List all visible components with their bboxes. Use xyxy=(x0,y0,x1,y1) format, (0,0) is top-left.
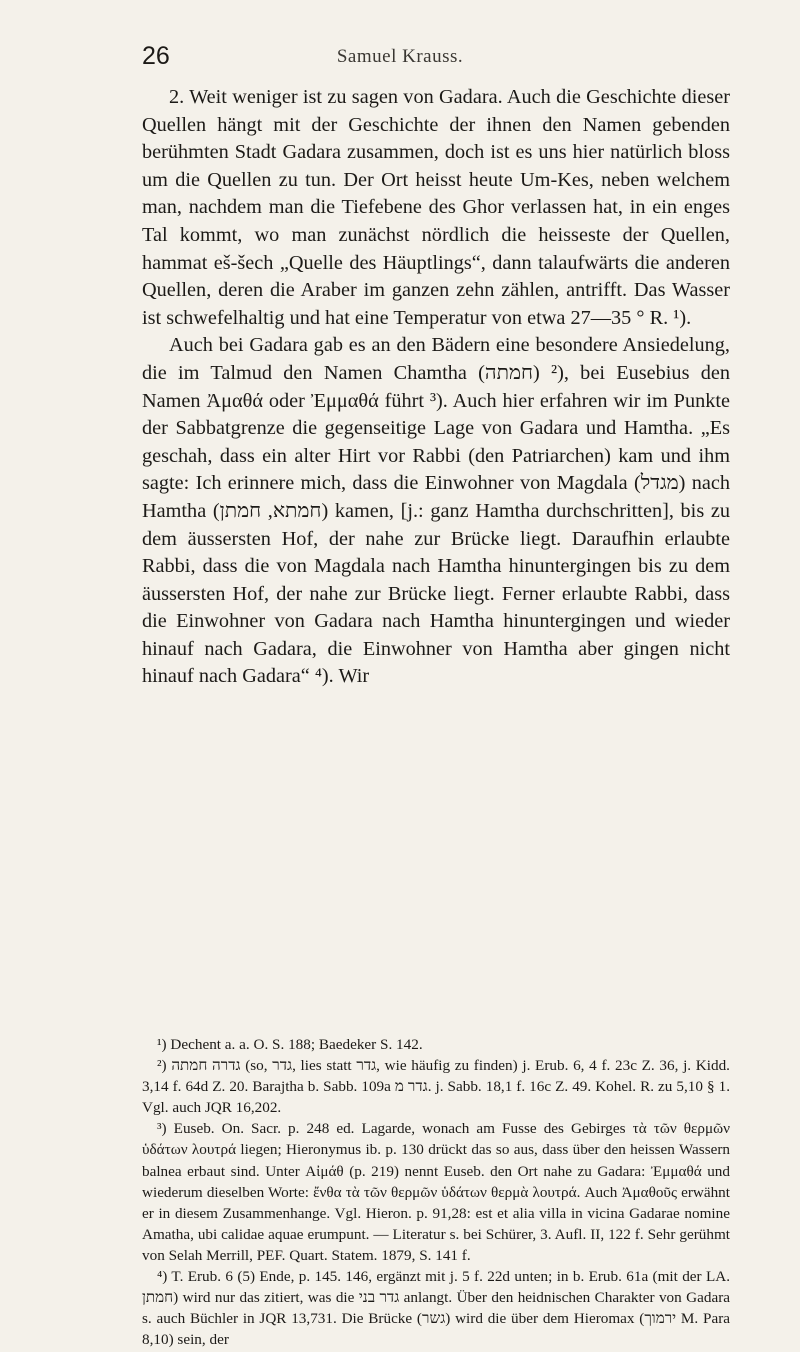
paragraph-hamtha: Auch bei Gadara gab es an den Bädern eine besondere Ansiedelung, die im Talmud den Namen Chamtha (חמתה) ²), bei Eusebius den Namen Ἀμαθά oder Ἐμμαθά führt ³). Auch hier erfahren wir im Punkte der Sabbatgrenze die gegenseitige Lage von Gadara und Hamtha. „Es geschah, dass ein alter Hirt vor Rabbi (den Patriarchen) kam und ihm sagte: Ich erinnere mich, dass die Einwohner von Magdala (מגדל) nach Hamtha (חמתא, חמתן) kamen, [j.: ganz Hamtha durchschritten], bis zu dem äussersten Hof, der nahe zur Brücke liegt. Daraufhin erlaubte Rabbi, dass die von Magdala nach Hamtha hinuntergingen bis zu dem äussersten Hof, der nahe zur Brücke liegt. Ferner erlaubte Rabbi, dass die Einwohner von Gadara nach Hamtha hinuntergingen und wieder hinauf nach Gadara, die Einwohner von Hamtha aber gingen nicht hinauf nach Gadara“ ⁴). Wir xyxy=(142,334,731,688)
running-head: Samuel Krauss. xyxy=(336,46,464,67)
page-number: 26 xyxy=(142,42,170,70)
footnote-1: ¹) Dechent a. a. O. S. 188; Baedeker S. 142. xyxy=(157,1036,423,1053)
main-text xyxy=(142,84,730,691)
paragraph-gadara-intro: 2. Weit weniger ist zu sagen von Gadara. Auch die Geschichte dieser Quellen hängt mit der Geschichte der ihnen den Namen gebenden berühmten Stadt Gadara zusammen, doch ist es uns hier natürlich bloss um die Quellen zu tun. Der Ort heisst heute Um-Kes, neben welchem man, nachdem man die Tiefebene des Ghor verlassen hat, in ein enges Tal kommt, wo man zunächst nördlich die heisseste der Quellen, hammat eš-šech „Quelle des Häuptlings“, dann talaufwärts die anderen Quellen, deren die Araber im ganzen zehn zählen, antrifft. Das Wasser ist schwefelhaltig und hat eine Temperatur von etwa 27—35 ° R. ¹). xyxy=(142,86,730,329)
footnote-4: ⁴) T. Erub. 6 (5) Ende, p. 145. 146, ergänzt mit j. 5 f. 22d unten; in b. Erub. 61a (mit der LA. חמתן) wird nur das zitiert, was die גדר בני anlangt. Über den heidnischen Charakter von Gadara s. auch Büchler in JQR 13,731. Die Brücke (גשר) wird die über dem Hieromax (ירמוך M. Para 8,10) sein, der xyxy=(142,1268,731,1349)
footnotes xyxy=(142,1034,730,1350)
footnote-2: ²) גדרה חמתה (so, גדר, lies statt גדר, wie häufig zu finden) j. Erub. 6, 4 f. 23c Z. 36, j. Kidd. 3,14 f. 64d Z. 20. Barajtha b. Sabb. 109a גדר מ. j. Sabb. 18,1 f. 16c Z. 49. Kohel. R. zu 5,10 § 1. Vgl. auch JQR 16,202. xyxy=(142,1057,730,1117)
footnote-3: ³) Euseb. On. Sacr. p. 248 ed. Lagarde, wonach am Fusse des Gebirges τὰ τῶν θερμῶν ὑδάτων λουτρά liegen; Hieronymus ib. p. 130 drückt das so aus, dass über den heissen Wassern balnea erbaut sind. Unter Αἰμάθ (p. 219) nennt Euseb. den Ort nahe zu Gadara: Ἐμμαθά und wiederum dieselben Worte: ἔνθα τὰ τῶν θερμῶν ὑδάτων θερμὰ λουτρά. Auch Ἀμαθοῦς erwähnt er in diesem Zusammenhange. Vgl. Hieron. p. 91,28: est et alia villa in vicina Gadarae nomine Amatha, ubi calidae aquae erumpunt. — Literatur s. bei Schürer, 3. Aufl. II, 122 f. Sehr gerühmt von Selah Merrill, PEF. Quart. Statem. 1879, S. 141 f. xyxy=(142,1120,730,1264)
